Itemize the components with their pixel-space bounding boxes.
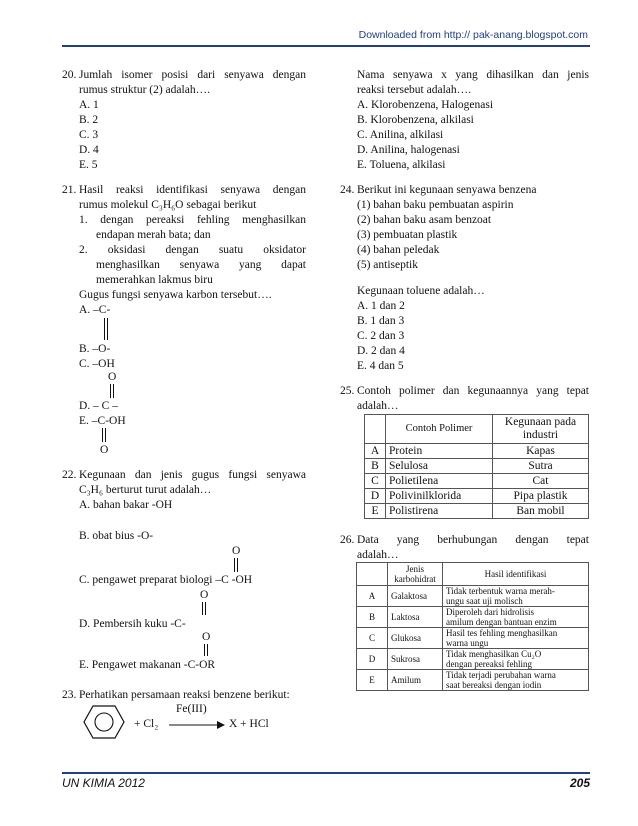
- benzene-ring-icon: [82, 704, 126, 740]
- q20-number: 20.: [62, 69, 77, 81]
- q24-option-c: C. 2 dan 3: [357, 330, 405, 342]
- q21-option-c: C. –OH: [79, 358, 115, 370]
- q20-text-line1: Jumlah isomer posisi dari senyawa dengan: [79, 69, 306, 81]
- row-use: Ban mobil: [493, 504, 589, 519]
- q24-option-b: B. 1 dan 3: [357, 315, 405, 327]
- result-line: Diperoleh dari hidrolisis: [446, 607, 534, 617]
- q22-option-d-oxygen: O: [200, 589, 209, 601]
- q23-text-line4: reaksi tersebut adalah….: [357, 84, 471, 96]
- row-polymer: Protein: [386, 444, 493, 459]
- q23-option-b: B. Klorobenzena, alkilasi: [357, 114, 474, 126]
- result-line: Tidak terbentuk warna merah-: [446, 586, 555, 596]
- q21-text-line2: rumus molekul C₃H₆O sebagai berikut: [79, 199, 257, 211]
- result-line: warna ungu: [446, 638, 489, 648]
- result-line: Tidak menghasilkan Cu₂O: [446, 649, 542, 659]
- row-letter: B: [357, 607, 388, 628]
- q24-item-4: (4) bahan peledak: [357, 244, 440, 256]
- q24-item-5: (5) antiseptik: [357, 259, 418, 271]
- table-row: [365, 444, 589, 459]
- table-header-row: [365, 415, 589, 444]
- q25-text-line1: Contoh polimer dan kegunaannya yang tepat: [357, 385, 589, 397]
- q21-number: 21.: [62, 184, 77, 196]
- q20-option-e: E. 5: [79, 159, 98, 171]
- q22-text-line1: Kegunaan dan jenis gugus fungsi senyawa: [79, 469, 306, 481]
- row-result: [443, 628, 589, 649]
- q23-product: X + HCl: [229, 718, 269, 730]
- double-bond-line: [113, 384, 114, 398]
- q23-option-c: C. Anilina, alkilasi: [357, 129, 444, 141]
- q21-point2-line1: 2. oksidasi dengan suatu oksidator: [79, 244, 306, 256]
- q21-point1-line2: endapan merah bata; dan: [96, 229, 211, 241]
- table-header-cell: Contoh Polimer: [386, 415, 493, 444]
- q23-reactant: + Cl₂: [134, 718, 159, 730]
- table-row: [357, 607, 589, 628]
- double-bond-line: [204, 644, 205, 656]
- header-text: Jenis: [406, 564, 424, 574]
- result-line: saat bereaksi dengan iodin: [446, 680, 542, 690]
- q22-option-a: A. bahan bakar -OH: [79, 499, 173, 511]
- double-bond-line: [234, 558, 235, 572]
- table-row: [365, 489, 589, 504]
- header-text: Kegunaan pada: [504, 416, 577, 428]
- row-carbohydrate: Glukosa: [388, 628, 443, 649]
- q24-option-a: A. 1 dan 2: [357, 300, 405, 312]
- table-row: [365, 504, 589, 519]
- result-line: Tidak terjadi perubahan warna: [446, 670, 556, 680]
- row-letter: D: [357, 649, 388, 670]
- header-text: industri: [522, 429, 559, 441]
- q24-text-line1: Berikut ini kegunaan senyawa benzena: [357, 184, 537, 196]
- q23-catalyst: Fe(III): [176, 703, 207, 715]
- q21-option-d-oxygen: O: [108, 371, 117, 383]
- row-carbohydrate: Laktosa: [388, 607, 443, 628]
- header-text: karbohidrat: [394, 574, 436, 584]
- result-line: dengan pereaksi fehling: [446, 659, 532, 669]
- table-header-cell: [388, 563, 443, 586]
- page-number: 205: [569, 776, 590, 790]
- footer-title: UN KIMIA 2012: [62, 776, 145, 790]
- row-letter: C: [357, 628, 388, 649]
- footer-rule: [62, 772, 590, 774]
- header-rule: [62, 45, 590, 47]
- q22-option-e-oxygen: O: [202, 631, 211, 643]
- q25-text-line2: adalah…: [357, 400, 399, 412]
- download-header[interactable]: Downloaded from http:// pak-anang.blogspot.com: [358, 29, 588, 41]
- q23-number: 23.: [62, 689, 77, 701]
- double-bond-line: [202, 602, 203, 615]
- q24-option-e: E. 4 dan 5: [357, 360, 404, 372]
- q21-option-d: D. – C –: [79, 400, 118, 412]
- q21-option-a: A. –C-: [79, 304, 111, 316]
- row-letter: B: [365, 459, 386, 474]
- q26-text-line2: adalah…: [357, 549, 399, 561]
- row-use: Sutra: [493, 459, 589, 474]
- row-result: [443, 607, 589, 628]
- q21-option-e: E. –C-OH: [79, 415, 126, 427]
- row-letter: D: [365, 489, 386, 504]
- table-row: [357, 586, 589, 607]
- q20-option-a: A. 1: [79, 99, 99, 111]
- row-use: Pipa plastik: [493, 489, 589, 504]
- row-letter: E: [357, 670, 388, 691]
- table-header-cell: [493, 415, 589, 444]
- result-line: Hasil tes fehling menghasilkan: [446, 628, 558, 638]
- row-result: [443, 586, 589, 607]
- q21-option-e-oxygen: O: [100, 444, 109, 456]
- q22-option-c-oxygen: O: [232, 545, 241, 557]
- row-polymer: Polivinilklorida: [386, 489, 493, 504]
- q23-text-line3: Nama senyawa x yang dihasilkan dan jenis: [357, 69, 589, 81]
- row-letter: E: [365, 504, 386, 519]
- q21-option-b: B. –O-: [79, 343, 111, 355]
- q24-item-1: (1) bahan baku pembuatan aspirin: [357, 199, 514, 211]
- table-row: [365, 459, 589, 474]
- double-bond-line: [104, 318, 105, 340]
- table-row: [365, 474, 589, 489]
- double-bond-line: [102, 428, 103, 442]
- result-line: ungu saat uji molisch: [446, 596, 523, 606]
- q23-text-line1: Perhatikan persamaan reaksi benzene berikut:: [79, 689, 290, 701]
- q24-number: 24.: [340, 184, 355, 196]
- double-bond-line: [107, 318, 108, 340]
- result-line: amilum dengan bantuan enzim: [446, 617, 557, 627]
- row-carbohydrate: Amilum: [388, 670, 443, 691]
- q23-option-a: A. Klorobenzena, Halogenasi: [357, 99, 494, 111]
- double-bond-line: [237, 558, 238, 572]
- row-polymer: Polietilena: [386, 474, 493, 489]
- row-result: [443, 670, 589, 691]
- row-carbohydrate: Galaktosa: [388, 586, 443, 607]
- q20-text-line2: rumus struktur (2) adalah….: [79, 84, 210, 96]
- table-row: [357, 670, 589, 691]
- q26-number: 26.: [340, 534, 355, 546]
- double-bond-line: [110, 384, 111, 398]
- row-use: Cat: [493, 474, 589, 489]
- q21-stem: Gugus fungsi senyawa karbon tersebut….: [79, 289, 272, 301]
- q24-option-d: D. 2 dan 4: [357, 345, 405, 357]
- table-header-cell: Hasil identifikasi: [443, 563, 589, 586]
- row-polymer: Selulosa: [386, 459, 493, 474]
- polymer-table: [364, 414, 589, 519]
- q20-option-d: D. 4: [79, 144, 99, 156]
- double-bond-line: [105, 428, 106, 442]
- table-row: [357, 649, 589, 670]
- q21-point2-line2: menghasilkan senyawa yang dapat: [96, 259, 306, 271]
- table-header-cell: [357, 563, 388, 586]
- q20-option-b: B. 2: [79, 114, 99, 126]
- q24-stem: Kegunaan toluene adalah…: [357, 285, 485, 297]
- q23-option-e: E. Toluena, alkilasi: [357, 159, 446, 171]
- q21-point2-line3: memerahkan lakmus biru: [96, 274, 213, 286]
- row-letter: A: [365, 444, 386, 459]
- table-row: [357, 628, 589, 649]
- q24-item-3: (3) pembuatan plastik: [357, 229, 458, 241]
- q21-text-line1: Hasil reaksi identifikasi senyawa dengan: [79, 184, 306, 196]
- q25-number: 25.: [340, 385, 355, 397]
- reaction-arrow-icon: [168, 720, 226, 730]
- row-use: Kapas: [493, 444, 589, 459]
- q22-option-e: E. Pengawet makanan -C-OR: [79, 659, 216, 671]
- q24-item-2: (2) bahan baku asam benzoat: [357, 214, 492, 226]
- q21-point1-line1: 1. dengan pereaksi fehling menghasilkan: [79, 214, 306, 226]
- row-result: [443, 649, 589, 670]
- double-bond-line: [205, 602, 206, 615]
- q23-option-d: D. Anilina, halogenasi: [357, 144, 460, 156]
- table-header-row: [357, 563, 589, 586]
- q20-option-c: C. 3: [79, 129, 99, 141]
- q22-option-d: D. Pembersih kuku -C-: [79, 618, 186, 630]
- q22-text-line2: C₃H₆ berturut turut adalah…: [79, 484, 212, 496]
- q22-number: 22.: [62, 469, 77, 481]
- row-polymer: Polistirena: [386, 504, 493, 519]
- table-header-cell: [365, 415, 386, 444]
- row-carbohydrate: Sukrosa: [388, 649, 443, 670]
- row-letter: C: [365, 474, 386, 489]
- row-letter: A: [357, 586, 388, 607]
- q22-option-b: B. obat bius -O-: [79, 530, 154, 542]
- q26-text-line1: Data yang berhubungan dengan tepat: [357, 534, 589, 546]
- double-bond-line: [207, 644, 208, 656]
- carbohydrate-table: [356, 562, 589, 691]
- q22-option-c: C. pengawet preparat biologi –C -OH: [79, 574, 253, 586]
